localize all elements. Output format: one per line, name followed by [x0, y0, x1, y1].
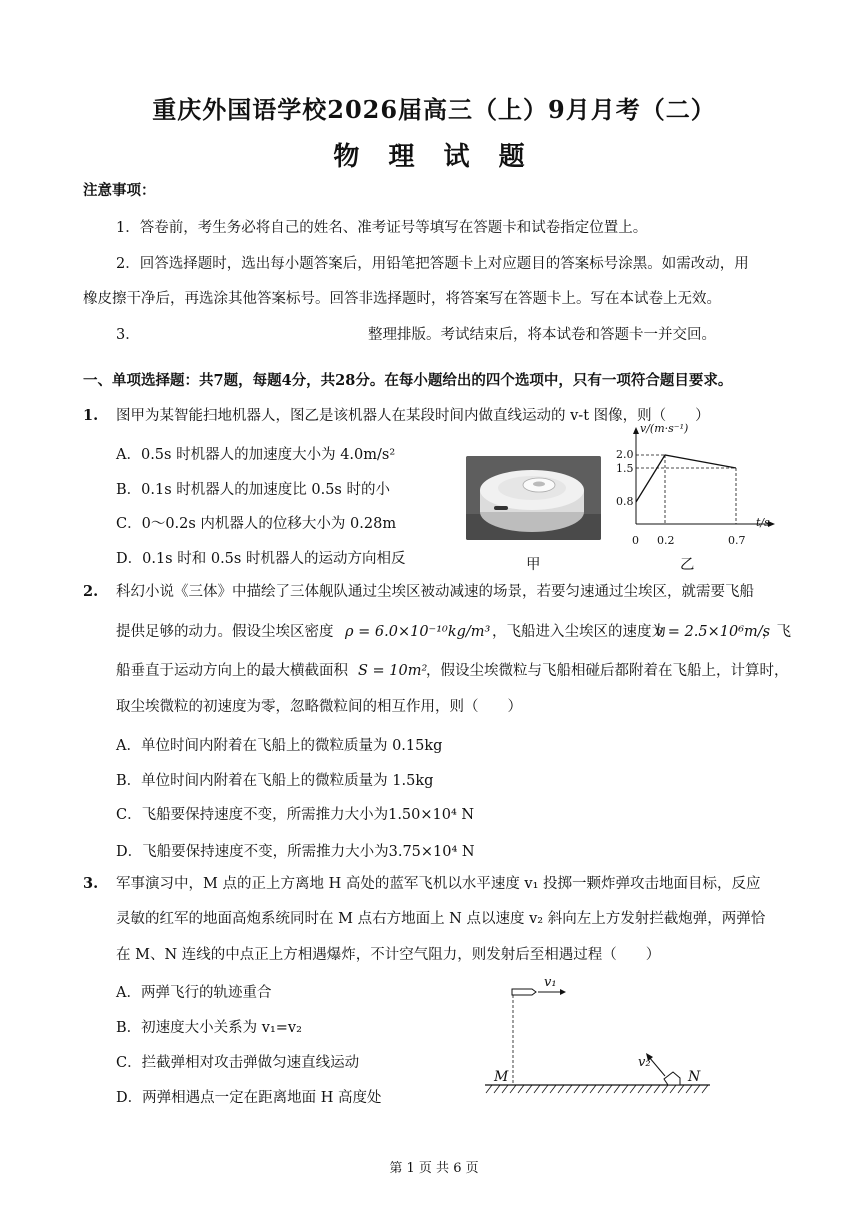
q2-option-b: B．单位时间内附着在飞船上的微粒质量为 1.5kg: [116, 773, 434, 789]
fig-v2-label: v₂: [638, 1055, 651, 1070]
notice-item-3-text: 整理排版。考试结束后，将本试卷和答题卡一并交回。: [368, 327, 716, 343]
q2-stem-line-2b: ，飞船进入尘埃区的速度为: [492, 624, 666, 640]
page-footer: 第 1 页 共 6 页: [389, 1161, 479, 1176]
q2-stem-line-2c: ，飞: [762, 624, 791, 640]
q1-option-b: B．0.1s 时机器人的加速度比 0.5s 时的小: [116, 482, 390, 498]
graph-x-axis-label: t/s: [756, 516, 770, 529]
notice-item-2-line-1: 2．回答选择题时，选出每小题答案后，用铅笔把答题卡上对应题目的答案标号涂黑。如需改动，用: [116, 256, 749, 272]
fig-point-m-label: M: [494, 1069, 509, 1085]
q3-option-d: D．两弹相遇点一定在距离地面 H 高度处: [116, 1090, 382, 1106]
graph-y-tick-0.8: 0.8: [616, 495, 634, 508]
notice-heading: 注意事项：: [83, 182, 156, 199]
q3-option-a: A．两弹飞行的轨迹重合: [116, 985, 272, 1001]
q2-stem-line-3b: ，假设尘埃微粒与飞船相碰后都附着在飞船上，计算时，: [426, 663, 789, 679]
q1-option-d: D．0.1s 时和 0.5s 时机器人的运动方向相反: [116, 551, 406, 567]
notice-item-1: 1．答卷前，考生务必将自己的姓名、准考证号等填写在答题卡和试卷指定位置上。: [116, 220, 648, 236]
q3-interception-figure: [480, 975, 720, 1105]
q1-figure-label-jia: 甲: [526, 557, 541, 573]
fig-v1-label: v₁: [544, 975, 557, 990]
q2-stem-line-1: 科幻小说《三体》中描绘了三体舰队通过尘埃区被动减速的场景，若要匀速通过尘埃区，就需要飞船: [116, 584, 754, 600]
section-1-heading: 一、单项选择题：共7题，每题4分，共28分。在每小题给出的四个选项中，只有一项符合题目要求。: [83, 372, 733, 389]
q2-velocity-formula: v = 2.5×10⁶m/s: [655, 624, 771, 640]
q2-number: 2.: [83, 583, 99, 600]
q2-option-c: C．飞船要保持速度不变，所需推力大小为1.50×10⁴ N: [116, 807, 475, 823]
notice-item-2-line-2: 橡皮擦干净后，再选涂其他答案标号。回答非选择题时，将答案写在答题卡上。写在本试卷上无效。: [83, 291, 721, 307]
q3-option-c: C．拦截弹相对攻击弹做匀速直线运动: [116, 1055, 360, 1071]
q3-number: 3.: [83, 875, 99, 892]
q2-option-d: D．飞船要保持速度不变，所需推力大小为3.75×10⁴ N: [116, 844, 475, 860]
q1-vt-graph: [610, 422, 780, 552]
q1-stem: 图甲为某智能扫地机器人，图乙是该机器人在某段时间内做直线运动的 v-t 图像，则（ ）: [116, 408, 710, 424]
q3-stem-line-3: 在 M、N 连线的中点正上方相遇爆炸，不计空气阻力，则发射后至相遇过程（ ）: [116, 947, 661, 963]
graph-x-tick-0.2: 0.2: [657, 534, 675, 547]
graph-origin-label: 0: [632, 534, 639, 547]
q2-stem-line-4: 取尘埃微粒的初速度为零，忽略微粒间的相互作用，则（ ）: [116, 699, 522, 715]
graph-y-tick-2.0: 2.0: [616, 448, 634, 461]
q1-number: 1.: [83, 407, 99, 424]
exam-title: 重庆外国语学校2026届高三（上）9月月考（二）: [152, 95, 716, 124]
q3-option-b: B．初速度大小关系为 v₁=v₂: [116, 1020, 302, 1036]
graph-y-axis-label: v/(m·s⁻¹): [640, 422, 689, 435]
q2-option-a: A．单位时间内附着在飞船上的微粒质量为 0.15kg: [116, 738, 443, 754]
q2-stem-line-2a: 提供足够的动力。假设尘埃区密度: [116, 624, 334, 640]
q2-area-formula: S = 10m²: [358, 663, 428, 679]
q1-option-a: A．0.5s 时机器人的加速度大小为 4.0m/s²: [116, 447, 396, 463]
q1-figure-label-yi: 乙: [680, 557, 695, 573]
q3-stem-line-1: 军事演习中，M 点的正上方离地 H 高处的蓝军飞机以水平速度 v₁ 投掷一颗炸弹攻击地面目标，反应: [116, 876, 761, 892]
q2-density-formula: ρ = 6.0×10⁻¹⁰kg/m³: [345, 624, 491, 640]
q1-option-c: C．0～0.2s 内机器人的位移大小为 0.28m: [116, 516, 397, 532]
fig-point-n-label: N: [688, 1069, 701, 1085]
robot-vacuum-photo: [466, 456, 601, 540]
graph-x-tick-0.7: 0.7: [728, 534, 746, 547]
notice-item-3-number: 3．: [116, 327, 140, 343]
q3-stem-line-2: 灵敏的红军的地面高炮系统同时在 M 点右方地面上 N 点以速度 v₂ 斜向左上方发射拦截炮弹，两弹恰: [116, 911, 766, 927]
graph-y-tick-1.5: 1.5: [616, 462, 634, 475]
exam-subtitle: 物 理 试 题: [333, 142, 535, 172]
q2-stem-line-3a: 船垂直于运动方向上的最大横截面积: [116, 663, 348, 679]
